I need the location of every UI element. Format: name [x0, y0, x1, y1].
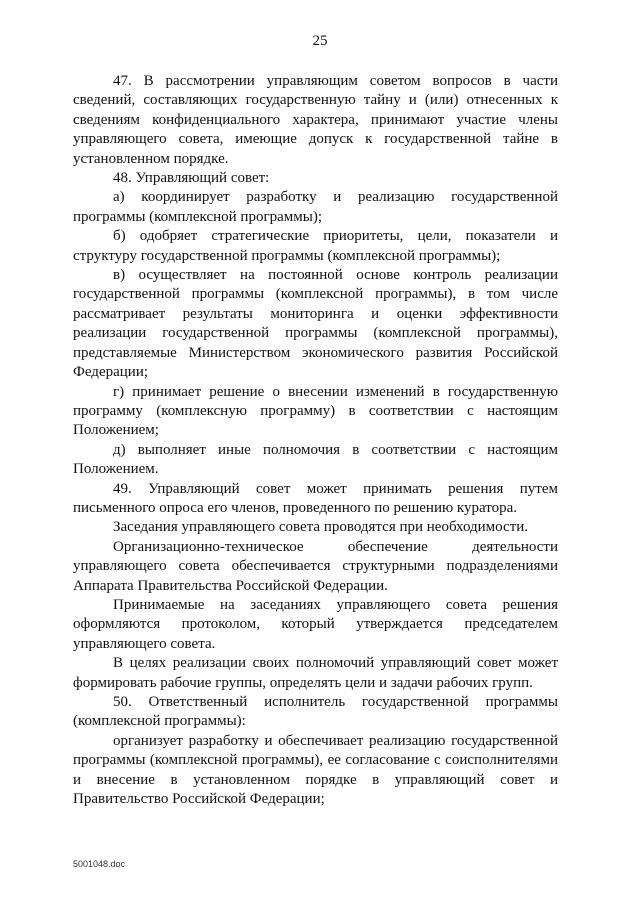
- paragraph-50-item: организует разработку и обеспечивает реализацию государственной программы (комплексной программы), ее согласование с соисполнителями и внесение в установленном порядке в управляющий совет и Правительство Российской Федерации;: [73, 732, 558, 808]
- paragraph-meetings: Заседания управляющего совета проводятся при необходимости.: [113, 519, 529, 536]
- paragraph-working-groups: В целях реализации своих полномочий управляющий совет может формировать рабочие группы, определять цели и задачи рабочих групп.: [73, 655, 558, 691]
- paragraph-49: 49. Управляющий совет может принимать решения путем письменного опроса его членов, проведенного по решению куратора.: [73, 480, 558, 516]
- paragraph-decisions: Принимаемые на заседаниях управляющего совета решения оформляются протоколом, который утверждается председателем управляющего совета.: [73, 596, 558, 652]
- list-item-a: а) координирует разработку и реализацию государственной программы (комплексной программы);: [73, 189, 558, 225]
- list-item-g: г) принимает решение о внесении изменений в государственную программу (комплексную программу) в соответствии с настоящим Положением;: [73, 383, 558, 439]
- footer-file-code: 5001048.doc: [73, 859, 126, 869]
- paragraph-47: 47. В рассмотрении управляющим советом вопросов в части сведений, составляющих государственную тайну и (или) отнесенных к сведениям конфиденциального характера, принимают участие члены управляющего совета, имеющие допуск к государственной тайне в установленном порядке.: [73, 73, 558, 167]
- document-body: [73, 72, 558, 809]
- paragraph-support: Организационно-техническое обеспечение деятельности управляющего совета обеспечивается структурными подразделениями Аппарата Правительства Российской Федерации.: [73, 538, 558, 594]
- list-item-d: д) выполняет иные полномочия в соответствии с настоящим Положением.: [73, 441, 558, 478]
- paragraph-48-heading: 48. Управляющий совет:: [113, 170, 270, 187]
- paragraph-50: 50. Ответственный исполнитель государственной программы (комплексной программы):: [73, 694, 558, 730]
- list-item-b: б) одобряет стратегические приоритеты, цели, показатели и структуру государственной программы (комплексной программы);: [73, 228, 558, 264]
- list-item-v: в) осуществляет на постоянной основе контроль реализации государственной программы (комплексной программы), в том числе рассматривает результаты мониторинга и оценки эффективности реализации государственной программы (комплексной программы), представляемые Министерством экономического развития Российской Федерации;: [73, 267, 558, 381]
- page-number: 25: [312, 33, 328, 49]
